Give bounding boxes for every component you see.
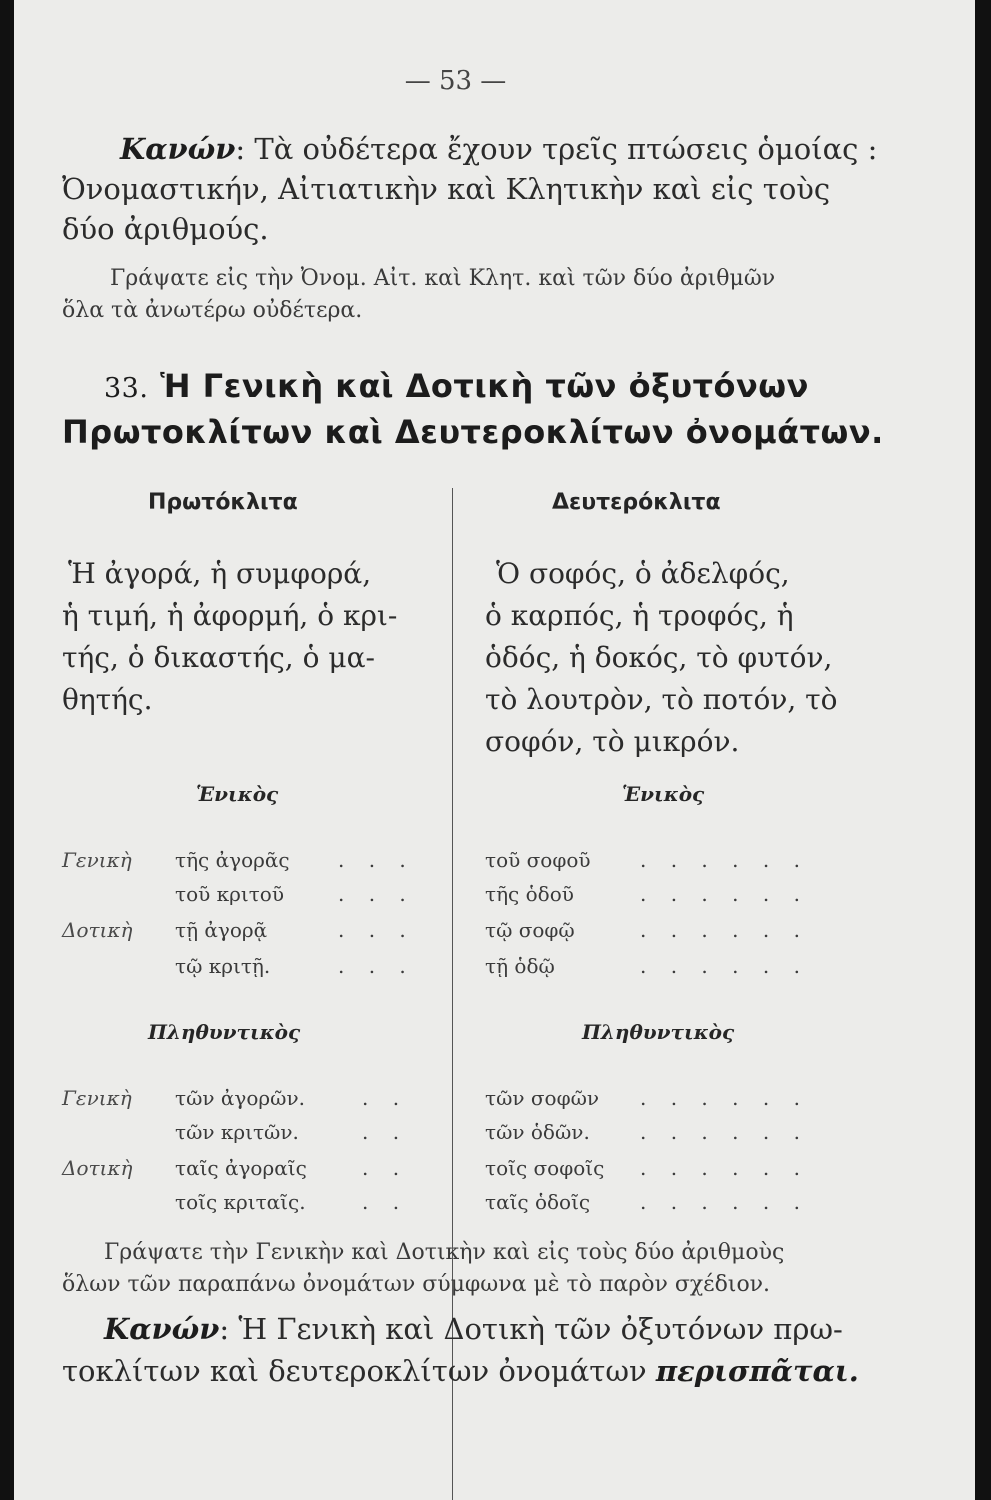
exercise1-line2: ὅλα τὰ ἀνωτέρω οὐδέτερα. (62, 298, 363, 323)
left-example-line: Ἡ ἀγορά, ἡ συμφορά, (68, 557, 372, 590)
table-form: τοῦ κριτοῦ (175, 882, 284, 906)
table-form: τῇ ὁδῷ (485, 954, 555, 978)
exercise2-line2: ὅλων τῶν παραπάνω ὀνομάτων σύμφωνα μὲ τὸ παρὸν σχέδιον. (62, 1272, 771, 1297)
rule2-line2 (62, 1352, 859, 1391)
exercise1-line1: Γράψατε εἰς τὴν Ὀνομ. Αἰτ. καὶ Κλητ. καὶ τῶν δύο ἀριθμῶν (110, 266, 776, 291)
leader-dots: . . (362, 1190, 409, 1214)
table-form: ταῖς ἀγοραῖς (175, 1156, 307, 1180)
leader-dots: . . . . . . (640, 918, 809, 942)
leader-dots: . . . (338, 882, 415, 906)
table-form: τῶν σοφῶν (485, 1086, 600, 1110)
right-example-line: ὁδός, ἡ δοκός, τὸ φυτόν, (485, 641, 833, 674)
leader-dots: . . . . . . (640, 1120, 809, 1144)
table-form: τοῦ σοφοῦ (485, 848, 591, 872)
rule1-line3: δύο ἀριθμούς. (62, 212, 269, 246)
leader-dots: . . . . . . (640, 1156, 809, 1180)
section-heading-line2: Πρωτοκλίτων καὶ Δευτεροκλίτων ὀνομάτων. (62, 413, 884, 451)
table-form: τῷ σοφῷ (485, 918, 575, 942)
table-form: τοῖς κριταῖς. (175, 1190, 306, 1214)
leader-dots: . . . (338, 848, 415, 872)
left-example-line: θητής. (62, 683, 153, 716)
rule1-line2: Ὀνομαστικήν, Αἰτιατικὴν καὶ Κλητικὴν καὶ εἰς τοὺς (62, 172, 831, 206)
rule2-line1 (104, 1310, 843, 1349)
table-form: τῇ ἀγορᾷ (175, 918, 268, 942)
left-plural-label: Πληθυντικὸς (148, 1020, 301, 1044)
leader-dots: . . (362, 1120, 409, 1144)
rule1-text: : Τὰ οὐδέτερα ἔχουν τρεῖς πτώσεις ὁμοίας : (235, 132, 878, 166)
page-number: — 53 — (404, 66, 507, 96)
section-heading-line1 (104, 366, 809, 409)
right-example-line: ὁ καρπός, ἡ τροφός, ἡ (485, 599, 794, 632)
leader-dots: . . . (338, 954, 415, 978)
rule2-text: : Ἡ Γενικὴ καὶ Δοτικὴ τῶν ὀξυτόνων πρω- (219, 1312, 843, 1346)
leader-dots: . . . (338, 918, 415, 942)
case-label: Γενικὴ (62, 848, 132, 872)
section-title-1: Ἡ Γενικὴ καὶ Δοτικὴ τῶν ὀξυτόνων (160, 367, 809, 405)
table-form: τῶν ὁδῶν. (485, 1120, 590, 1144)
rule1-line1 (120, 130, 877, 169)
right-column-heading: Δευτερόκλιτα (552, 490, 721, 515)
exercise2-line1: Γράψατε τὴν Γενικὴν καὶ Δοτικὴν καὶ εἰς τοὺς δύο ἀριθμοὺς (104, 1240, 785, 1265)
table-form: τοῖς σοφοῖς (485, 1156, 605, 1180)
case-label: Δοτικὴ (62, 1156, 133, 1180)
rule2-label: Κανών (104, 1312, 220, 1346)
table-form: τῶν ἀγορῶν. (175, 1086, 305, 1110)
table-form: ταῖς ὁδοῖς (485, 1190, 591, 1214)
leader-dots: . . . . . . (640, 1086, 809, 1110)
right-example-line: Ὁ σοφός, ὁ ἀδελφός, (496, 557, 790, 590)
table-form: τῆς ὁδοῦ (485, 882, 574, 906)
table-form: τῆς ἀγορᾶς (175, 848, 290, 872)
case-label: Δοτικὴ (62, 918, 133, 942)
right-plural-label: Πληθυντικὸς (582, 1020, 735, 1044)
leader-dots: . . . . . . (640, 882, 809, 906)
left-example-line: τής, ὁ δικαστής, ὁ μα- (62, 641, 375, 674)
right-example-line: σοφόν, τὸ μικρόν. (485, 725, 740, 758)
rule2-text-plain: τοκλίτων καὶ δευτεροκλίτων ὀνομάτων (62, 1354, 647, 1388)
leader-dots: . . . . . . (640, 954, 809, 978)
left-singular-label: Ἑνικὸς (196, 782, 279, 806)
right-singular-label: Ἑνικὸς (622, 782, 705, 806)
scan-right-edge (975, 0, 991, 1500)
case-label: Γενικὴ (62, 1086, 132, 1110)
rule1-label: Κανών (120, 132, 236, 166)
left-column-heading: Πρωτόκλιτα (148, 490, 298, 515)
leader-dots: . . (362, 1156, 409, 1180)
rule2-emphasis: περισπᾶται. (655, 1354, 859, 1388)
table-form: τῶν κριτῶν. (175, 1120, 299, 1144)
leader-dots: . . (362, 1086, 409, 1110)
leader-dots: . . . . . . (640, 1190, 809, 1214)
leader-dots: . . . . . . (640, 848, 809, 872)
right-example-line: τὸ λουτρὸν, τὸ ποτόν, τὸ (485, 683, 838, 716)
section-number: 33. (104, 373, 149, 404)
left-example-line: ἡ τιμή, ἡ ἀφορμή, ὁ κρι- (62, 599, 398, 632)
table-form: τῷ κριτῇ. (175, 954, 271, 978)
scan-left-edge (0, 0, 14, 1500)
